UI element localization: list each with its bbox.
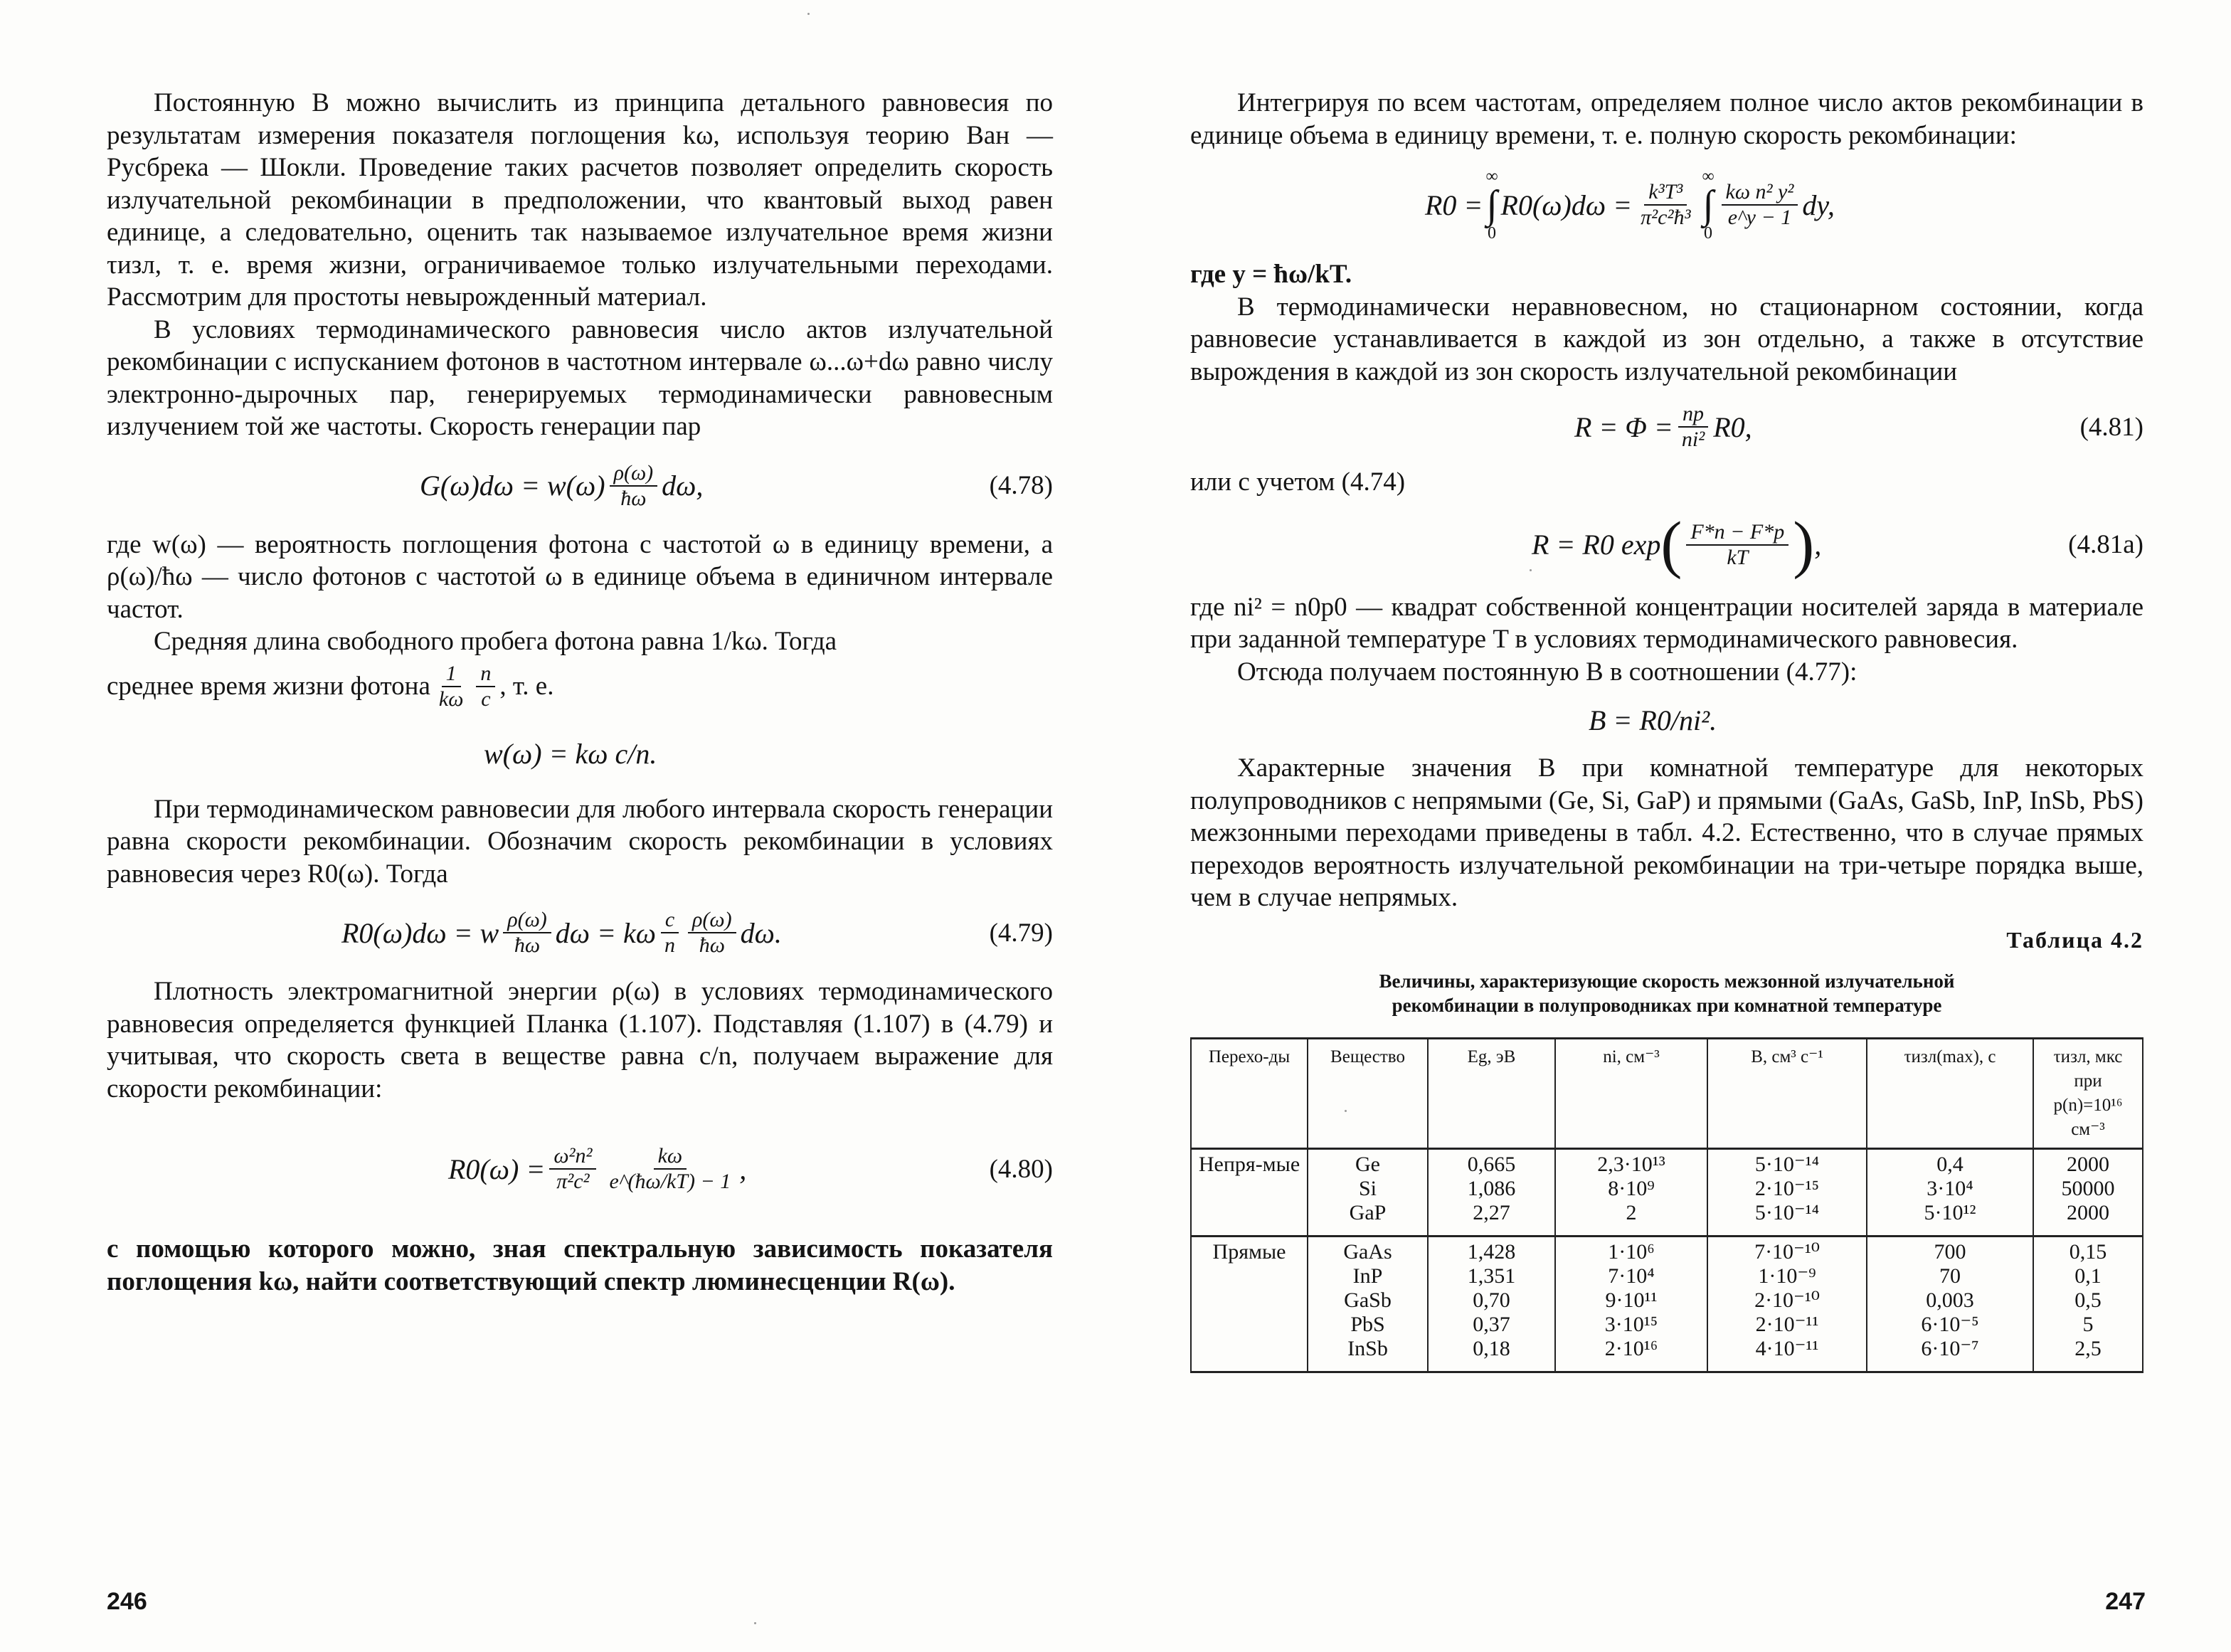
- eq-rhs: dy,: [1802, 189, 1835, 221]
- fraction: [476, 662, 495, 711]
- integral-lower-limit: 0: [1487, 224, 1496, 243]
- equation-4-78: [107, 443, 1053, 529]
- column-header: Вещество: [1308, 1038, 1428, 1148]
- eq-mid: dω = kω: [555, 916, 657, 949]
- right-page: [1116, 0, 2231, 1652]
- table-caption: Таблица 4.2: [2006, 926, 2143, 953]
- eq-lhs: R0(ω) =: [448, 1153, 546, 1185]
- tmax-value: 6·10⁻⁷: [1921, 1336, 1979, 1360]
- fraction: [549, 1144, 596, 1194]
- tmax-value: 5·10¹²: [1924, 1200, 1976, 1224]
- ni-cell: [1555, 1236, 1707, 1372]
- t-value: 50000: [2061, 1176, 2115, 1200]
- equation-w: [107, 715, 1053, 793]
- b-cell: [1707, 1148, 1867, 1236]
- eq-lhs: R0 =: [1425, 189, 1483, 221]
- column-header: τизл, мкс при p(n)=10¹⁶ см⁻³: [2033, 1038, 2143, 1148]
- equation-number: (4.81): [2079, 412, 2143, 442]
- eq-lhs: R0(ω)dω = w: [341, 916, 499, 949]
- ni-cell: [1555, 1148, 1707, 1236]
- fraction-numerator: kω n² y²: [1722, 180, 1798, 206]
- b-value: 2·10⁻¹¹: [1755, 1312, 1819, 1336]
- transition-type: Прямые: [1191, 1236, 1308, 1372]
- b-value: 7·10⁻¹⁰: [1754, 1239, 1820, 1264]
- fraction-denominator: ħω: [699, 933, 725, 957]
- fraction-denominator: ħω: [514, 933, 541, 957]
- column-header: B, см³ с⁻¹: [1707, 1038, 1867, 1148]
- tmax-value: 0,003: [1926, 1288, 1974, 1312]
- fraction-denominator: ni²: [1681, 428, 1705, 451]
- material-value: GaP: [1349, 1200, 1387, 1224]
- photon-lifetime-line: [107, 658, 1053, 715]
- eg-value: 2,27: [1473, 1200, 1510, 1224]
- ni-value: 2·10¹⁶: [1604, 1336, 1658, 1360]
- material-cell: [1308, 1148, 1428, 1236]
- ni-value: 2: [1626, 1200, 1637, 1224]
- page-number: 246: [107, 1588, 147, 1615]
- eq-rhs: R0,: [1713, 411, 1752, 443]
- equation-R0: [1190, 152, 2143, 258]
- equation-B: [1190, 688, 2143, 752]
- ni-value: 1·10⁶: [1608, 1239, 1655, 1264]
- fraction-numerator: ρ(ω): [503, 908, 551, 933]
- fraction-denominator: kω: [438, 687, 464, 711]
- eg-value: 0,70: [1473, 1288, 1510, 1312]
- fraction: [660, 908, 679, 958]
- column-header: ni, см⁻³: [1555, 1038, 1707, 1148]
- eg-value: 0,665: [1467, 1152, 1516, 1176]
- fraction-numerator: k³T³: [1644, 180, 1687, 206]
- eq-expr: B = R0/ni².: [1589, 704, 1717, 736]
- b-cell: [1707, 1236, 1867, 1372]
- fraction-denominator: n: [664, 933, 676, 957]
- scan-speck: [754, 1622, 756, 1624]
- equation-4-79: [107, 890, 1053, 975]
- fraction: [1722, 180, 1798, 230]
- eq-rhs: ,: [1814, 529, 1822, 561]
- integral-upper-limit: ∞: [1702, 167, 1715, 186]
- equation-number: (4.81a): [2068, 530, 2143, 559]
- material-cell: [1308, 1236, 1428, 1372]
- t-value: 2,5: [2074, 1336, 2102, 1360]
- fraction-numerator: ω²n²: [549, 1144, 596, 1170]
- paragraph: или с учетом (4.74): [1190, 467, 1406, 497]
- equation-4-81: [1190, 388, 2143, 466]
- inline-text: среднее время жизни фотона: [107, 672, 430, 701]
- fraction-numerator: c: [661, 908, 679, 933]
- b-value: 5·10⁻¹⁴: [1754, 1200, 1820, 1224]
- tmax-cell: [1867, 1236, 2033, 1372]
- integral-upper-limit: ∞: [1485, 167, 1498, 186]
- inline-text: , т. е.: [499, 672, 554, 701]
- eg-value: 1,428: [1467, 1239, 1516, 1264]
- ni-value: 2,3·10¹³: [1597, 1152, 1665, 1176]
- eq-rhs: ,: [739, 1153, 747, 1185]
- left-text-column: [107, 87, 1053, 1298]
- tmax-value: 0,4: [1936, 1152, 1964, 1176]
- fraction-denominator: π²c²: [556, 1170, 590, 1193]
- fraction-denominator: kT: [1727, 545, 1749, 569]
- eq-lhs: R = R0 exp: [1532, 529, 1661, 561]
- eq-lhs: R = Φ =: [1574, 411, 1673, 443]
- fraction-denominator: c: [481, 687, 491, 711]
- t-cell: [2033, 1148, 2143, 1236]
- t-value: 5: [2082, 1312, 2094, 1336]
- column-header: Eg, эВ: [1428, 1038, 1555, 1148]
- fraction: [605, 1144, 735, 1194]
- paragraph: где y = ħω/kT.: [1190, 260, 1352, 289]
- table-title-line: рекомбинации в полупроводниках при комнатной температуре: [1392, 994, 1942, 1016]
- t-value: 0,1: [2074, 1264, 2102, 1288]
- tmax-value: 700: [1934, 1239, 1966, 1264]
- equation-4-81a: [1190, 499, 2143, 591]
- fraction-numerator: F*n − F*p: [1686, 520, 1788, 546]
- material-value: InP: [1352, 1264, 1383, 1288]
- fraction-numerator: np: [1678, 402, 1708, 428]
- b-value: 2·10⁻¹⁵: [1754, 1176, 1820, 1200]
- right-paren: ): [1793, 509, 1815, 580]
- table-4-2: [1190, 1037, 2143, 1373]
- t-cell: [2033, 1236, 2143, 1372]
- column-header: τизл(max), с: [1867, 1038, 2033, 1148]
- paragraph: Интегрируя по всем частотам, определяем полное число актов рекомбинации в единице объема в единицу времени, т. е. полную скорость рекомбинации:: [1190, 88, 2143, 150]
- paragraph: В термодинамически неравновесном, но стационарном состоянии, когда равновесие устанавливается в каждой из зон отдельно, а также в отсутствие вырождения в каждой из зон скорость излучательной рекомбинации: [1190, 292, 2143, 386]
- b-value: 1·10⁻⁹: [1758, 1264, 1816, 1288]
- fraction-numerator: ρ(ω): [688, 908, 736, 933]
- table-title: [1190, 969, 2143, 1017]
- equation-number: (4.80): [989, 1154, 1053, 1184]
- eg-value: 0,37: [1473, 1312, 1510, 1336]
- b-value: 5·10⁻¹⁴: [1754, 1152, 1820, 1176]
- fraction: [503, 908, 551, 958]
- fraction-denominator: e^y − 1: [1727, 206, 1792, 229]
- material-value: Si: [1358, 1176, 1377, 1200]
- paragraph: Плотность электромагнитной энергии ρ(ω) в условиях термодинамического равновесия определяется функцией Планка (1.107). Подставляя (1.107) в (4.79) и учитывая, что скорость света в веществе равна c/n, получаем выражение для скорости рекомбинации:: [107, 977, 1053, 1103]
- equation-number: (4.79): [989, 918, 1053, 948]
- eg-cell: [1428, 1236, 1555, 1372]
- table-row-group-indirect: [1191, 1148, 2143, 1236]
- eq-mid: R0(ω)dω =: [1500, 189, 1633, 221]
- scan-speck: [807, 13, 810, 15]
- fraction: [688, 908, 736, 958]
- left-paren: (: [1660, 509, 1682, 580]
- paragraph: При термодинамическом равновесии для любого интервала скорость генерации равна скорости рекомбинации. Обозначим скорость рекомбинации в условиях равновесия через R0(ω). Тогда: [107, 794, 1053, 889]
- t-value: 2000: [2067, 1200, 2109, 1224]
- fraction: [1678, 402, 1709, 452]
- paragraph: Характерные значения B при комнатной температуре для некоторых полупроводников с непрямыми (Ge, Si, GaP) и прямыми (GaAs, GaSb, InP, InSb, PbS) межзонными переходами приведены в табл. 4.2. Естественно, что в случае прямых переходов вероятность излучательной рекомбинации на три-четыре порядка выше, чем в случае непрямых.: [1190, 753, 2143, 912]
- column-header: Перехо-ды: [1191, 1038, 1308, 1148]
- fraction-denominator: π²c²ħ³: [1641, 206, 1691, 229]
- ni-value: 7·10⁴: [1608, 1264, 1655, 1288]
- tmax-value: 6·10⁻⁵: [1921, 1312, 1979, 1336]
- eg-cell: [1428, 1148, 1555, 1236]
- paragraph: где w(ω) — вероятность поглощения фотона с частотой ω в единицу времени, а ρ(ω)/ħω — число фотонов с частотой ω в единице объема в единичном интервале частот.: [107, 529, 1053, 624]
- fraction-numerator: ρ(ω): [610, 461, 658, 487]
- fraction-numerator: n: [476, 662, 495, 687]
- eg-value: 1,351: [1467, 1264, 1516, 1288]
- scan-speck: [1530, 569, 1532, 571]
- ni-value: 3·10¹⁵: [1604, 1312, 1658, 1336]
- integral-sign: ∞ ∫ 0: [1485, 167, 1498, 243]
- integral-sign: ∞ ∫ 0: [1702, 167, 1715, 243]
- material-value: PbS: [1350, 1312, 1385, 1336]
- fraction: [1636, 180, 1695, 230]
- right-text-column: [1190, 87, 2143, 1373]
- page-number: 247: [2105, 1588, 2146, 1615]
- fraction: [610, 461, 658, 511]
- eq-rhs: dω,: [662, 470, 704, 502]
- b-value: 4·10⁻¹¹: [1755, 1336, 1819, 1360]
- table-header-row: [1191, 1038, 2143, 1148]
- paragraph: Средняя длина свободного пробега фотона равна 1/kω. Тогда: [154, 627, 837, 656]
- t-value: 2000: [2067, 1152, 2109, 1176]
- eq-lhs: G(ω)dω = w(ω): [420, 470, 605, 502]
- ni-value: 9·10¹¹: [1605, 1288, 1658, 1312]
- tmax-cell: [1867, 1148, 2033, 1236]
- eg-value: 0,18: [1473, 1336, 1510, 1360]
- fraction: [1686, 520, 1788, 570]
- t-value: 0,5: [2074, 1288, 2102, 1312]
- fraction-numerator: 1: [442, 662, 461, 687]
- eg-value: 1,086: [1467, 1176, 1516, 1200]
- table-row-group-direct: [1191, 1236, 2143, 1372]
- fraction-denominator: ħω: [620, 486, 647, 510]
- material-value: InSb: [1347, 1336, 1388, 1360]
- material-value: Ge: [1355, 1152, 1380, 1176]
- tmax-value: 3·10⁴: [1927, 1176, 1973, 1200]
- ni-value: 8·10⁹: [1608, 1176, 1655, 1200]
- paragraph: где ni² = n0p0 — квадрат собственной концентрации носителей заряда в материале при заданной температуре T в условиях термодинамического равновесия.: [1190, 592, 2143, 654]
- equation-4-80: [107, 1105, 1053, 1233]
- paragraph: с помощью которого можно, зная спектральную зависимость показателя поглощения kω, найти соответствующий спектр люминесценции R(ω).: [107, 1234, 1053, 1296]
- eq-expr: w(ω) = kω c/n.: [484, 738, 657, 770]
- paragraph: Отсюда получаем постоянную B в соотношении (4.77):: [1237, 657, 1858, 687]
- fraction: [435, 662, 468, 711]
- paragraph: Постоянную B можно вычислить из принципа детального равновесия по результатам измерения показателя поглощения kω, используя теорию Ван — Русбрека — Шокли. Проведение таких расчетов позволяет определить скорость излучательной рекомбинации в предположении, что квантовый выход равен единице, а следовательно, оценить так называемое излучательное время жизни τизл, т. е. время жизни, ограничиваемое только излучательными переходами. Рассмотрим для простоты невырожденный материал.: [107, 88, 1053, 312]
- t-value: 0,15: [2069, 1239, 2107, 1264]
- equation-number: (4.78): [989, 471, 1053, 500]
- fraction-numerator: kω: [654, 1144, 687, 1170]
- integral-lower-limit: 0: [1703, 224, 1712, 243]
- transition-type: Непря-мые: [1191, 1148, 1308, 1236]
- tmax-value: 70: [1939, 1264, 1961, 1288]
- scan-speck: [1345, 1110, 1347, 1112]
- paragraph: В условиях термодинамического равновесия число актов излучательной рекомбинации с испусканием фотонов в частотном интервале ω...ω+dω равно числу электронно-дырочных пар, генерируемых термодинамически равновесным излучением той же частоты. Скорость генерации пар: [107, 314, 1053, 441]
- material-value: GaSb: [1344, 1288, 1392, 1312]
- eq-rhs: dω.: [740, 916, 782, 949]
- b-value: 2·10⁻¹⁰: [1754, 1288, 1820, 1312]
- fraction-denominator: e^(ħω/kT) − 1: [609, 1170, 731, 1193]
- material-value: GaAs: [1343, 1239, 1392, 1264]
- table-title-line: Величины, характеризующие скорость межзонной излучательной: [1379, 970, 1955, 992]
